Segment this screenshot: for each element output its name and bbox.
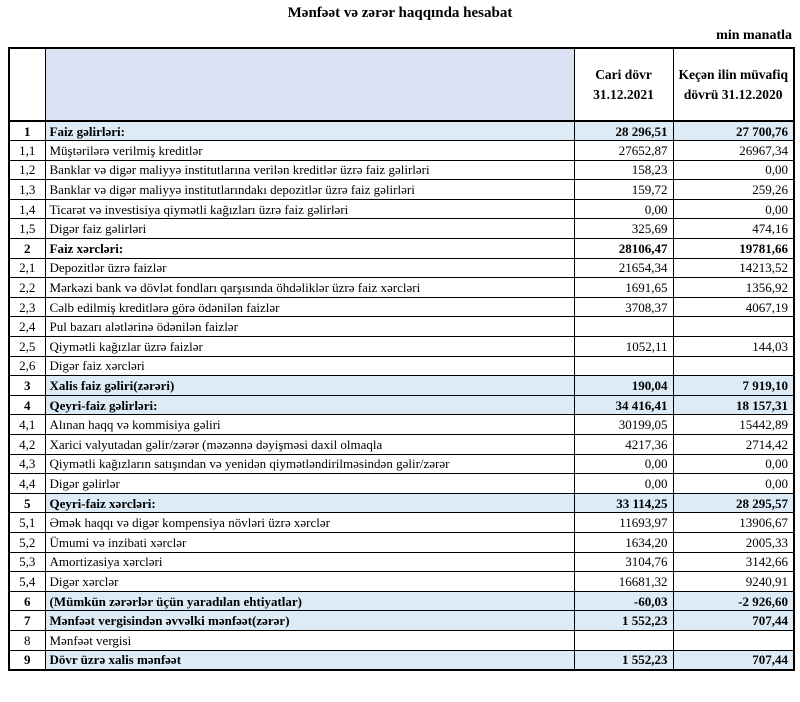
row-label: Cəlb edilmiş kreditlərə görə ödənilən faizlər bbox=[45, 297, 574, 317]
row-number: 2 bbox=[9, 239, 45, 259]
row-number: 8 bbox=[9, 630, 45, 650]
row-value-2021: 1691,65 bbox=[574, 278, 673, 298]
row-label: Mərkəzi bank və dövlət fondları qarşısında öhdəliklər üzrə faiz xərcləri bbox=[45, 278, 574, 298]
row-number: 1,3 bbox=[9, 180, 45, 200]
row-label: Xalis faiz gəliri(zərəri) bbox=[45, 376, 574, 396]
report-title: Mənfəət və zərər haqqında hesabat bbox=[287, 5, 513, 21]
table-row bbox=[9, 415, 794, 435]
row-label: Faiz xərcləri: bbox=[45, 239, 574, 259]
row-value-2020: 9240,91 bbox=[673, 572, 794, 592]
row-label: Banklar və digər maliyyə institutlarındakı depozitlər üzrə faiz gəlirləri bbox=[45, 180, 574, 200]
table-row bbox=[9, 317, 794, 337]
row-number: 5 bbox=[9, 493, 45, 513]
row-label: Faiz gəlirləri: bbox=[45, 121, 574, 141]
row-number: 2,2 bbox=[9, 278, 45, 298]
row-value-2021: 0,00 bbox=[574, 474, 673, 494]
row-value-2020: 2714,42 bbox=[673, 435, 794, 455]
table-row bbox=[9, 572, 794, 592]
table-row bbox=[9, 395, 794, 415]
row-value-2020: 7 919,10 bbox=[673, 376, 794, 396]
row-label: Xarici valyutadan gəlir/zərər (məzənnə dəyişməsi daxil olmaqla bbox=[45, 435, 574, 455]
row-value-2021: 3104,76 bbox=[574, 552, 673, 572]
row-value-2021: 159,72 bbox=[574, 180, 673, 200]
row-value-2021: 0,00 bbox=[574, 199, 673, 219]
row-value-2020: 0,00 bbox=[673, 454, 794, 474]
row-value-2020 bbox=[673, 356, 794, 376]
row-value-2020: 0,00 bbox=[673, 160, 794, 180]
row-number: 2,1 bbox=[9, 258, 45, 278]
row-label: Müştərilərə verilmiş kreditlər bbox=[45, 141, 574, 161]
row-value-2020: 3142,66 bbox=[673, 552, 794, 572]
table-row bbox=[9, 258, 794, 278]
table-row bbox=[9, 552, 794, 572]
row-value-2021: 0,00 bbox=[574, 454, 673, 474]
row-number: 1,5 bbox=[9, 219, 45, 239]
row-value-2021: 190,04 bbox=[574, 376, 673, 396]
row-value-2021 bbox=[574, 356, 673, 376]
table-row bbox=[9, 356, 794, 376]
row-label: Qiymətli kağızların satışından və yenidən qiymətləndirilməsindən gəlir/zərər bbox=[45, 454, 574, 474]
row-label: Mənfəət vergisi bbox=[45, 630, 574, 650]
table-row bbox=[9, 337, 794, 357]
row-label: Pul bazarı alətlərinə ödənilən faizlər bbox=[45, 317, 574, 337]
row-value-2021: 28 296,51 bbox=[574, 121, 673, 141]
row-number: 5,2 bbox=[9, 532, 45, 552]
table-row bbox=[9, 297, 794, 317]
row-value-2020: 26967,34 bbox=[673, 141, 794, 161]
row-value-2021: 21654,34 bbox=[574, 258, 673, 278]
table-row bbox=[9, 591, 794, 611]
row-number: 1 bbox=[9, 121, 45, 141]
row-label: Dövr üzrə xalis mənfəət bbox=[45, 650, 574, 670]
row-value-2020 bbox=[673, 317, 794, 337]
table-body bbox=[9, 121, 794, 670]
table-row bbox=[9, 532, 794, 552]
row-number: 4,3 bbox=[9, 454, 45, 474]
row-value-2020: 14213,52 bbox=[673, 258, 794, 278]
header-current-period: Cari dövr 31.12.2021 bbox=[574, 48, 673, 121]
row-value-2020: 19781,66 bbox=[673, 239, 794, 259]
row-value-2021 bbox=[574, 630, 673, 650]
row-value-2021 bbox=[574, 317, 673, 337]
table-row bbox=[9, 219, 794, 239]
row-value-2020: 13906,67 bbox=[673, 513, 794, 533]
row-value-2020: 18 157,31 bbox=[673, 395, 794, 415]
row-number: 1,1 bbox=[9, 141, 45, 161]
row-value-2020: -2 926,60 bbox=[673, 591, 794, 611]
row-label: Əmək haqqı və digər kompensiya növləri üzrə xərclər bbox=[45, 513, 574, 533]
row-label: Ümumi və inzibati xərclər bbox=[45, 532, 574, 552]
table-row bbox=[9, 650, 794, 670]
row-value-2020: 707,44 bbox=[673, 650, 794, 670]
row-number: 5,3 bbox=[9, 552, 45, 572]
table-row bbox=[9, 630, 794, 650]
table-row bbox=[9, 376, 794, 396]
row-value-2021: -60,03 bbox=[574, 591, 673, 611]
row-number: 4,1 bbox=[9, 415, 45, 435]
row-label: Amortizasiya xərcləri bbox=[45, 552, 574, 572]
row-value-2021: 11693,97 bbox=[574, 513, 673, 533]
table-row bbox=[9, 474, 794, 494]
header-row bbox=[9, 48, 794, 121]
row-number: 1,2 bbox=[9, 160, 45, 180]
table-row bbox=[9, 513, 794, 533]
row-label: Digər faiz gəlirləri bbox=[45, 219, 574, 239]
row-value-2021: 16681,32 bbox=[574, 572, 673, 592]
row-value-2020: 15442,89 bbox=[673, 415, 794, 435]
row-label: Alınan haqq və kommisiya gəliri bbox=[45, 415, 574, 435]
row-value-2021: 158,23 bbox=[574, 160, 673, 180]
unit-label: min manatla bbox=[716, 28, 792, 43]
row-label: Digər xərclər bbox=[45, 572, 574, 592]
row-value-2021: 28106,47 bbox=[574, 239, 673, 259]
row-value-2020: 27 700,76 bbox=[673, 121, 794, 141]
row-value-2021: 27652,87 bbox=[574, 141, 673, 161]
row-value-2020: 0,00 bbox=[673, 474, 794, 494]
row-number: 2,6 bbox=[9, 356, 45, 376]
table-row bbox=[9, 121, 794, 141]
row-number: 7 bbox=[9, 611, 45, 631]
row-label: Ticarət və investisiya qiymətli kağızları üzrə faiz gəlirləri bbox=[45, 199, 574, 219]
row-value-2020: 28 295,57 bbox=[673, 493, 794, 513]
table-row bbox=[9, 454, 794, 474]
row-number: 2,3 bbox=[9, 297, 45, 317]
table-row bbox=[9, 199, 794, 219]
row-label: Depozitlər üzrə faizlər bbox=[45, 258, 574, 278]
row-value-2021: 34 416,41 bbox=[574, 395, 673, 415]
row-number: 2,4 bbox=[9, 317, 45, 337]
row-value-2020: 259,26 bbox=[673, 180, 794, 200]
row-number: 6 bbox=[9, 591, 45, 611]
row-value-2020: 0,00 bbox=[673, 199, 794, 219]
row-value-2021: 30199,05 bbox=[574, 415, 673, 435]
row-label: Qeyri-faiz xərcləri: bbox=[45, 493, 574, 513]
row-label: Mənfəət vergisindən əvvəlki mənfəət(zərər) bbox=[45, 611, 574, 631]
row-value-2021: 1 552,23 bbox=[574, 650, 673, 670]
row-value-2021: 1634,20 bbox=[574, 532, 673, 552]
row-value-2020: 4067,19 bbox=[673, 297, 794, 317]
row-label: Digər faiz xərcləri bbox=[45, 356, 574, 376]
row-value-2021: 325,69 bbox=[574, 219, 673, 239]
row-number: 1,4 bbox=[9, 199, 45, 219]
row-value-2021: 3708,37 bbox=[574, 297, 673, 317]
row-value-2020: 474,16 bbox=[673, 219, 794, 239]
table-row bbox=[9, 160, 794, 180]
table-row bbox=[9, 493, 794, 513]
row-number: 9 bbox=[9, 650, 45, 670]
table-row bbox=[9, 180, 794, 200]
row-label: Qiymətli kağızlar üzrə faizlər bbox=[45, 337, 574, 357]
row-number: 4,2 bbox=[9, 435, 45, 455]
header-number-cell bbox=[9, 48, 45, 121]
row-value-2020 bbox=[673, 630, 794, 650]
row-label: Digər gəlirlər bbox=[45, 474, 574, 494]
table-row bbox=[9, 141, 794, 161]
header-description-cell bbox=[45, 48, 574, 121]
row-value-2021: 1 552,23 bbox=[574, 611, 673, 631]
row-value-2021: 1052,11 bbox=[574, 337, 673, 357]
row-number: 4 bbox=[9, 395, 45, 415]
table-row bbox=[9, 435, 794, 455]
row-label: Qeyri-faiz gəlirləri: bbox=[45, 395, 574, 415]
row-value-2020: 707,44 bbox=[673, 611, 794, 631]
row-value-2020: 2005,33 bbox=[673, 532, 794, 552]
row-label: (Mümkün zərərlər üçün yaradılan ehtiyatlar) bbox=[45, 591, 574, 611]
row-number: 5,4 bbox=[9, 572, 45, 592]
table-row bbox=[9, 278, 794, 298]
row-number: 4,4 bbox=[9, 474, 45, 494]
profit-loss-table bbox=[8, 47, 795, 671]
row-number: 3 bbox=[9, 376, 45, 396]
row-value-2020: 144,03 bbox=[673, 337, 794, 357]
table-row bbox=[9, 239, 794, 259]
row-value-2021: 4217,36 bbox=[574, 435, 673, 455]
row-number: 2,5 bbox=[9, 337, 45, 357]
row-number: 5,1 bbox=[9, 513, 45, 533]
row-value-2020: 1356,92 bbox=[673, 278, 794, 298]
row-label: Banklar və digər maliyyə institutlarına verilən kreditlər üzrə faiz gəlirləri bbox=[45, 160, 574, 180]
table-row bbox=[9, 611, 794, 631]
header-prior-period: Keçən ilin müvafiq dövrü 31.12.2020 bbox=[673, 48, 794, 121]
row-value-2021: 33 114,25 bbox=[574, 493, 673, 513]
